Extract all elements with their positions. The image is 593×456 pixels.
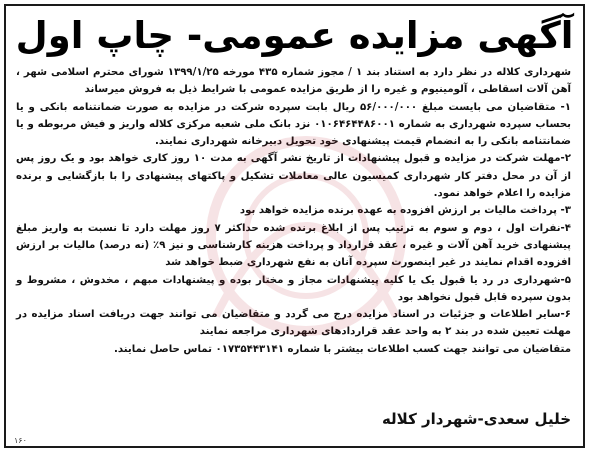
clause-2: ۲-مهلت شرکت در مزایده و قبول پیشنهادات از تاریخ نشر آگهی به مدت ۱۰ روز کاری خواهد بود و یک روز پس از آن در محل دفتر کار شهرداری کمیسیون عالی معاملات تشکیل و پاکتهای پیشنهادی را با بازگشایی و برنده مزایده را اعلام خواهد نمود. bbox=[16, 153, 572, 200]
intro-paragraph: شهرداری کلاله در نظر دارد به استناد بند ۱ / مجوز شماره ۴۳۵ مورخه ۱۳۹۹/۱/۲۵ شورای محترم اسلامی شهر ، آهن آلات اسقاطی ، آلومینیوم و غیره را از طریق مزایده عمومی با شرایط ذیل به فروش میرساند bbox=[16, 67, 571, 96]
contact-line: متقاضیان می توانند جهت کسب اطلاعات بیشتر با شماره ۰۱۷۳۵۴۴۳۱۴۱ تماس حاصل نمایند. bbox=[114, 343, 571, 355]
notice-code: ۱۶۰ bbox=[14, 436, 27, 445]
auction-notice bbox=[4, 4, 585, 448]
clause-6: ۶-سایر اطلاعات و جزئیات در اسناد مزایده درج می گردد و متقاضیان می توانند جهت دریافت اسناد مزایده در مهلت تعیین شده در بند ۲ به واحد عقد قراردادهای شهرداری مراجعه نمایند bbox=[16, 309, 571, 338]
signature: خلیل سعدی-شهردار کلاله bbox=[381, 410, 571, 428]
clause-3: ۳- پرداخت مالیات بر ارزش افزوده به عهده برنده مزایده خواهد بود bbox=[239, 205, 571, 217]
notice-body bbox=[6, 64, 583, 358]
clause-5: ۵-شهرداری در رد یا قبول یک یا کلیه پیشنهادات مجاز و مختار بوده و پیشنهادات مبهم ، مخدوش ، مشروط و بدون سپرده قابل قبول نخواهد بود bbox=[16, 274, 571, 303]
notice-title: آگهی مزایده عمومی- چاپ اول bbox=[15, 14, 574, 57]
clause-1: ۱- متقاضیان می بایست مبلغ ۵۶/۰۰۰/۰۰۰ ریال بابت سپرده شرکت در مزایده به صورت ضمانتنامه بانکی و یا بحساب سپرده شهرداری به شماره ۰۱۰۶۴۶۴۴۸۶۰۰۱ نزد بانک ملی شعبه مرکزی کلاله واریز و فیش مربوطه و یا ضمانتنامه بانکی را به انضمام قیمت پیشنهادی خود تحویل دبیرخانه شهرداری نمایند. bbox=[16, 101, 572, 148]
clause-4: ۴-نفرات اول ، دوم و سوم به ترتیب پس از ابلاغ برنده شده حداکثر ۷ روز مهلت دارد تا نسبت به واریز مبلغ پیشنهادی خرید آهن آلات و غیره ، عقد قرارداد و پرداخت هزینه کارشناسی و نیز ۹٪ (نه درصد) مالیات بر ارزش افزوده اقدام نمایند در غیر اینصورت سپرده آنان به نفع شهرداری ضبط خواهد شد bbox=[16, 222, 571, 269]
